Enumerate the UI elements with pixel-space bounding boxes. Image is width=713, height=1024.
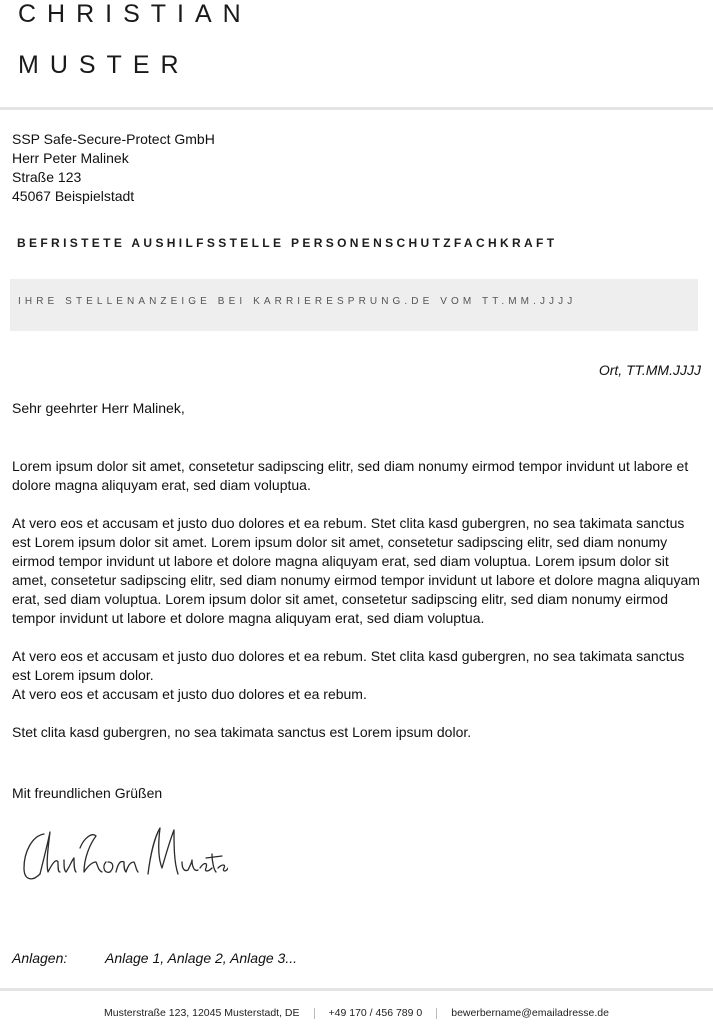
closing-phrase: Mit freundlichen Grüßen [12, 785, 163, 801]
footer-contact [0, 1007, 713, 1019]
recipient-person: Herr Peter Malinek [12, 150, 129, 166]
body-paragraph-4: Stet clita kasd gubergren, no sea takimata sanctus est Lorem ipsum dolor. [12, 724, 472, 740]
footer-separator [436, 1008, 437, 1019]
last-name: MUSTER [18, 51, 190, 79]
place-date: Ort, TT.MM.JJJJ [598, 362, 701, 378]
salutation: Sehr geehrter Herr Malinek, [12, 400, 185, 416]
letter-subject: BEFRISTETE AUSHILFSSTELLE PERSONENSCHUTZFACHKRAFT [17, 236, 558, 250]
recipient-company: SSP Safe-Secure-Protect GmbH [12, 131, 215, 147]
footer-phone: +49 170 / 456 789 0 [328, 1007, 423, 1019]
footer-divider [0, 988, 713, 991]
recipient-address [12, 130, 215, 206]
header-divider [0, 107, 713, 110]
first-name: CHRISTIAN [18, 0, 252, 28]
body-paragraph-1: Lorem ipsum dolor sit amet, consetetur sadipscing elitr, sed diam nonumy eirmod tempor invidunt ut labore et dolore magna aliquyam erat, sed diam voluptua. [12, 458, 689, 493]
attachments-list: Anlage 1, Anlage 2, Anlage 3... [105, 950, 297, 966]
recipient-street: Straße 123 [12, 169, 82, 185]
footer-separator [314, 1008, 315, 1019]
signature-text: Christian Muster [18, 818, 26, 819]
footer-address: Musterstraße 123, 12045 Musterstadt, DE [104, 1007, 300, 1019]
body-paragraph-3 [12, 647, 700, 704]
handwritten-signature [18, 818, 228, 890]
attachments-label: Anlagen: [12, 950, 68, 966]
reference-text: IHRE STELLENANZEIGE BEI KARRIERESPRUNG.DE VOM TT.MM.JJJJ [18, 296, 577, 307]
letter-body [12, 457, 700, 761]
body-paragraph-2: At vero eos et accusam et justo duo dolores et ea rebum. Stet clita kasd gubergren, no sea takimata sanctus est Lorem ipsum dolor sit amet. Lorem ipsum dolor sit amet, consetetur sadipscing elitr, sed diam nonumy eirmod tempor invidunt ut labore et dolore magna aliquyam erat, sed diam voluptua. Lorem ipsum dolor sit amet, consetetur sadipscing elitr, sed diam nonumy eirmod tempor invidunt ut labore et dolore magna aliquyam erat, sed diam voluptua. Lorem ipsum dolor sit amet, consetetur sadipscing elitr, sed diam nonumy eirmod tempor invidunt ut labore et dolore magna aliquyam erat, sed diam voluptua. [12, 515, 700, 626]
footer-email: bewerbername@emailadresse.de [451, 1007, 609, 1019]
body-paragraph-3-line-2: At vero eos et accusam et justo duo dolores et ea rebum. [12, 686, 367, 702]
recipient-city: 45067 Beispielstadt [12, 188, 135, 204]
body-paragraph-3-line-1: At vero eos et accusam et justo duo dolores et ea rebum. Stet clita kasd gubergren, no sea takimata sanctus est Lorem ipsum dolor. [12, 648, 685, 683]
reference-box [10, 279, 698, 331]
